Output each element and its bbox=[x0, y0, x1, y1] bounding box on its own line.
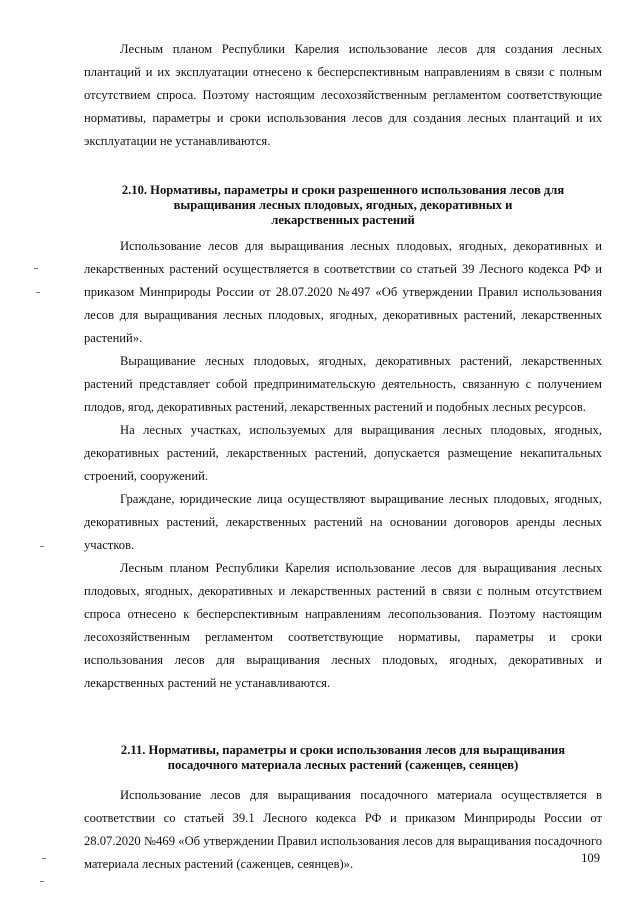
section-heading-line: 2.11. Нормативы, параметры и сроки использования лесов для выращивания bbox=[120, 743, 566, 757]
scan-speck bbox=[42, 858, 46, 859]
paragraph-2-10-forest-plan: Лесным планом Республики Карелия использование лесов для выращивания лесных плодовых, ягодных, декоративных и лекарственных растений в связи с полным отсутствием спроса отнесено к бесперспективным направлениям лесопользования. Поэтому настоящим лесохозяйственным регламентом соответствующие нормативы, параметры и сроки использования лесов для выращивания лесных плодовых, ягодных, декоративных и лекарственных растений не устанавливаются. bbox=[84, 561, 602, 690]
paragraph-2-10-lease: Граждане, юридические лица осуществляют выращивание лесных плодовых, ягодных, декоративных растений, лекарственных растений на основании договоров аренды лесных участков. bbox=[84, 492, 602, 552]
paragraph-plantations: Лесным планом Республики Карелия использование лесов для создания лесных плантаций и их эксплуатации отнесено к бесперспективным направлениям в связи с полным отсутствием спроса. Поэтому настоящим лесохозяйственным регламентом соответствующие нормативы, параметры и сроки использования лесов для создания лесных плантаций и их эксплуатации не устанавливаются. bbox=[84, 42, 602, 148]
section-heading-line: посадочного материала лесных растений (саженцев, сеянцев) bbox=[167, 758, 519, 772]
page-number: 109 bbox=[581, 851, 600, 865]
section-heading-line: 2.10. Нормативы, параметры и сроки разрешенного использования лесов для bbox=[121, 183, 565, 197]
section-heading-line: лекарственных растений bbox=[271, 213, 415, 227]
section-heading-2-10 bbox=[84, 183, 602, 228]
page-content bbox=[84, 38, 602, 876]
section-heading-line: выращивания лесных плодовых, ягодных, декоративных и bbox=[173, 198, 513, 212]
paragraph-2-11-legal-basis: Использование лесов для выращивания посадочного материала осуществляется в соответствии со статьей 39.1 Лесного кодекса РФ и приказом Минприроды России от 28.07.2020 №469 «Об утверждении Правил использования лесов для выращивания посадочного материала лесных растений (саженцев, сеянцев)». bbox=[84, 788, 602, 871]
paragraph-2-10-legal-basis: Использование лесов для выращивания лесных плодовых, ягодных, декоративных и лекарственных растений осуществляется в соответствии со статьей 39 Лесного кодекса РФ и приказом Минприроды России от 28.07.2020 №497 «Об утверждении Правил использования лесов для выращивания лесных плодовых, ягодных, декоративных растений, лекарственных растений». bbox=[84, 239, 602, 345]
scan-speck bbox=[34, 268, 38, 269]
scan-speck bbox=[40, 881, 44, 882]
section-heading-2-11 bbox=[84, 743, 602, 773]
paragraph-2-10-structures: На лесных участках, используемых для выращивания лесных плодовых, ягодных, декоративных растений, лекарственных растений, допускается размещение некапитальных строений, сооружений. bbox=[84, 423, 602, 483]
paragraph-2-10-definition: Выращивание лесных плодовых, ягодных, декоративных растений, лекарственных растений представляет собой предпринимательскую деятельность, связанную с получением плодов, ягод, декоративных растений, лекарственных растений и подобных лесных ресурсов. bbox=[84, 354, 602, 414]
scan-speck bbox=[40, 546, 44, 547]
scan-speck bbox=[36, 292, 40, 293]
